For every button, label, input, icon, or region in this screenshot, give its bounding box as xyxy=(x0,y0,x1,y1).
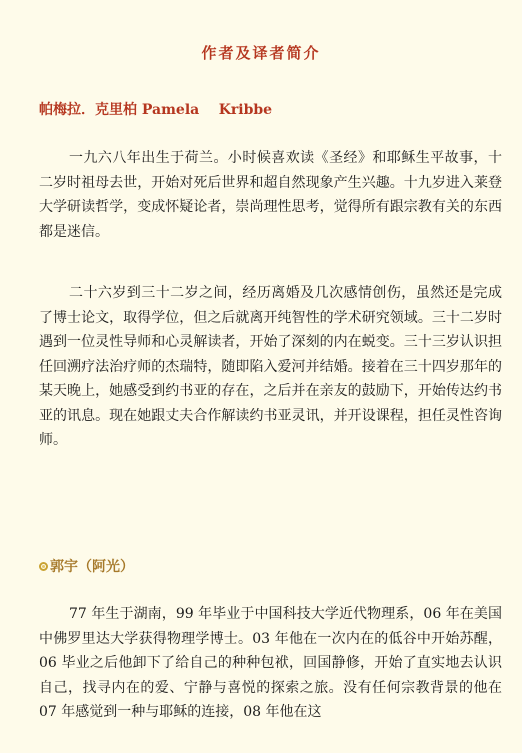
page-title: 作者及译者简介 xyxy=(201,44,321,62)
translator-bio-paragraph: 77 年生于湖南，99 年毕业于中国科技大学近代物理系，06 年在美国中佛罗里达大学获得物理学博士。03 年他在一次内在的低谷中开始苏醒，06 毕业之后他卸下了给自己的种种包袱，回国静修，开始了直实地去认识自己，找寻内在的爱、宁静与喜悦的探索之旅。没有任何宗教背景的他在 07 年感觉到一种与耶稣的连接，08 年他在这 xyxy=(39,606,502,720)
author-bio-paragraph: 二十六岁到三十二岁之间，经历离婚及几次感情创伤，虽然还是完成了博士论文，取得学位，但之后就离开纯智性的学术研究领域。三十二岁时遇到一位灵性导师和心灵解读者，开始了深刻的内在蜕变。三十三岁认识担任回溯疗法治疗师的杰瑞特，随即陷入爱河并结婚。接着在三十四岁那年的某天晚上，她感受到约书亚的存在，之后并在亲友的鼓励下，开始传达约书亚的讯息。现在她跟丈夫合作解读约书亚灵讯，并开设课程，担任灵性咨询师。 xyxy=(39,285,502,448)
translator-heading xyxy=(39,556,134,576)
translator-heading-label: 郭宇（阿光） xyxy=(50,559,134,575)
author-heading: 帕梅拉．克里柏 Pamela Kribbe xyxy=(39,102,273,118)
circle-bullet-icon xyxy=(39,562,48,571)
author-bio-paragraph: 一九六八年出生于荷兰。小时候喜欢读《圣经》和耶稣生平故事，十二岁时祖母去世，开始对死后世界和超自然现象产生兴趣。十九岁进入莱登大学研读哲学，变成怀疑论者，崇尚理性思考，觉得所有跟宗教有关的东西都是迷信。 xyxy=(39,150,502,240)
